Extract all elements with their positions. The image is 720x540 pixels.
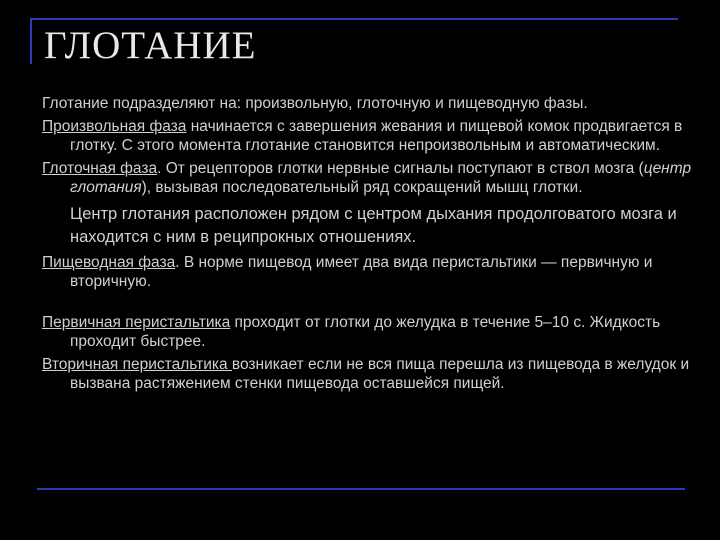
spacer <box>42 295 702 313</box>
esophageal-phase-text: . В норме пищевод имеет два вида перистальтики — первичную и вторичную. <box>70 254 653 290</box>
voluntary-phase-text: начинается с завершения жевания и пищевой комок продвигается в глотку. С этого момента глотание становится непроизвольным и автоматическим. <box>70 118 683 154</box>
primary-peristalsis-term: Первичная перистальтика <box>42 314 231 331</box>
secondary-peristalsis-text: возникает если не вся пища перешла из пищевода в желудок и вызвана растяжением стенки пищевода оставшейся пищей. <box>70 356 690 392</box>
esophageal-phase-term: Пищеводная фаза <box>42 254 176 271</box>
secondary-peristalsis-paragraph <box>42 355 702 393</box>
esophageal-phase-paragraph <box>42 253 702 291</box>
pharyngeal-phase-paragraph <box>42 159 702 197</box>
pharyngeal-phase-term: Глоточная фаза <box>42 160 158 177</box>
slide-title: ГЛОТАНИЕ <box>44 24 257 67</box>
swallowing-center-italic: центр глотания <box>70 160 692 196</box>
voluntary-phase-paragraph <box>42 117 702 155</box>
primary-peristalsis-text: проходит от глотки до желудка в течение 5–10 с. Жидкость проходит быстрее. <box>70 314 661 350</box>
swallowing-center-note: Центр глотания расположен рядом с центром дыхания продолговатого мозга и находится с ним в реципрокных отношениях. <box>70 205 677 246</box>
intro-paragraph: Глотание подразделяют на: произвольную, глоточную и пищеводную фазы. <box>42 95 588 112</box>
left-rule-line <box>30 18 32 64</box>
slide-body <box>42 94 702 397</box>
top-rule-line <box>30 18 678 20</box>
primary-peristalsis-paragraph <box>42 313 702 351</box>
voluntary-phase-term: Произвольная фаза <box>42 118 187 135</box>
secondary-peristalsis-term: Вторичная перистальтика <box>42 356 232 373</box>
pharyngeal-phase-text-before: . От рецепторов глотки нервные сигналы поступают в ствол мозга ( <box>157 160 644 177</box>
pharyngeal-phase-text-after: ), вызывая последовательный ряд сокращений мышц глотки. <box>141 179 583 196</box>
bottom-rule-line <box>37 488 685 490</box>
